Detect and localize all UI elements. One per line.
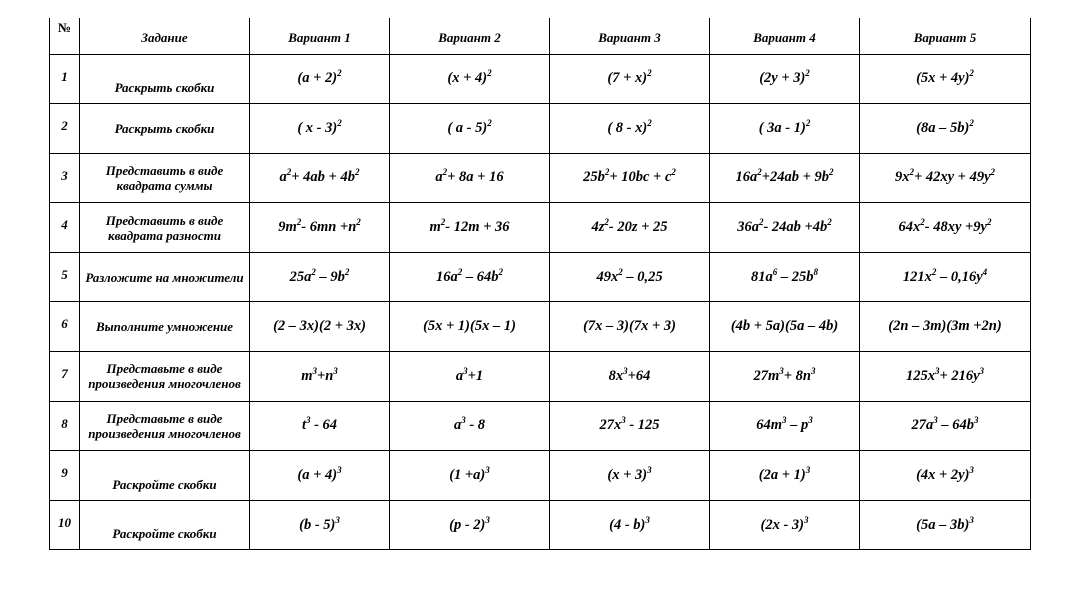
variant-1-expression: (2 – 3x)(2 + 3x) — [250, 302, 390, 352]
header-variant-3: Вариант 3 — [550, 18, 710, 54]
variant-2-expression: $a^3+1$ — [390, 352, 550, 402]
table-row — [50, 153, 1031, 203]
variant-5-expression: $9x^2+ 42xy + 49y^2$ — [860, 153, 1031, 203]
variant-3-expression: (4 - b)$^3$ — [550, 500, 710, 550]
table-row — [50, 203, 1031, 253]
task-description: Раскройте скобки — [80, 500, 250, 550]
variant-3-expression: $27x^3 - 125$ — [550, 401, 710, 451]
variant-2-expression: $16a^2 - 64b^2$ — [390, 252, 550, 302]
variant-2-expression: $m^2-$ 12m + 36 — [390, 203, 550, 253]
variant-3-expression: $(7 + x)^2$ — [550, 54, 710, 104]
header-variant-4: Вариант 4 — [710, 18, 860, 54]
variant-1-expression: $a^2+ 4ab + 4b^2$ — [250, 153, 390, 203]
task-description: Представить в виде квадрата суммы — [80, 153, 250, 203]
variant-1-expression: $(a + 2)^2$ — [250, 54, 390, 104]
variant-5-expression: $125x^3+ 216y^3$ — [860, 352, 1031, 402]
assignment-table — [49, 18, 1031, 550]
variant-2-expression: $a^2+ 8a + 16$ — [390, 153, 550, 203]
variant-4-expression: $(2y + 3)^2$ — [710, 54, 860, 104]
row-number: 1 — [50, 54, 80, 104]
variant-5-expression: (2n – 3m)(3m +2n) — [860, 302, 1031, 352]
variant-4-expression: $81a^6 - 25b^8$ — [710, 252, 860, 302]
header-variant-5: Вариант 5 — [860, 18, 1031, 54]
row-number: 8 — [50, 401, 80, 451]
variant-5-expression: $(4x + 2y)^3$ — [860, 451, 1031, 501]
variant-2-expression: $(x + 4)^2$ — [390, 54, 550, 104]
variant-1-expression: $(a + 4)^3$ — [250, 451, 390, 501]
variant-4-expression: ( 3a - 1)$^2$ — [710, 104, 860, 154]
variant-4-expression: $64m^3 - p^3$ — [710, 401, 860, 451]
row-number: 4 — [50, 203, 80, 253]
variant-2-expression: $(1 +a)^3$ — [390, 451, 550, 501]
row-number: 3 — [50, 153, 80, 203]
table-body — [50, 54, 1031, 550]
row-number: 9 — [50, 451, 80, 501]
row-number: 7 — [50, 352, 80, 402]
variant-1-expression: $t^3 - 64$ — [250, 401, 390, 451]
variant-2-expression: (p - 2)$^3$ — [390, 500, 550, 550]
header-row — [50, 18, 1031, 54]
variant-5-expression: $(5x + 4y)^2$ — [860, 54, 1031, 104]
variant-1-expression: $25a^2 - 9b^2$ — [250, 252, 390, 302]
task-description: Разложите на множители — [80, 252, 250, 302]
table-row — [50, 451, 1031, 501]
variant-2-expression: (5x + 1)(5x – 1) — [390, 302, 550, 352]
variant-5-expression: $121x^2 - 0,16y^4$ — [860, 252, 1031, 302]
variant-4-expression: $36a^2-$ $24ab +4b^2$ — [710, 203, 860, 253]
task-description: Выполните умножение — [80, 302, 250, 352]
row-number: 5 — [50, 252, 80, 302]
variant-4-expression: $27m^3+ 8n^3$ — [710, 352, 860, 402]
variant-3-expression: (7x – 3)(7x + 3) — [550, 302, 710, 352]
row-number: 10 — [50, 500, 80, 550]
variant-1-expression: $9m^2-$ $6mn +n^2$ — [250, 203, 390, 253]
variant-3-expression: $49x^2 - 0,25$ — [550, 252, 710, 302]
table-row — [50, 302, 1031, 352]
variant-2-expression: $a^3 - 8$ — [390, 401, 550, 451]
variant-5-expression: (8a – 5b)$^2$ — [860, 104, 1031, 154]
variant-3-expression: ( 8 - x)$^2$ — [550, 104, 710, 154]
variant-4-expression: $16a^2+24ab + 9b^2$ — [710, 153, 860, 203]
variant-1-expression: ( x - 3)$^2$ — [250, 104, 390, 154]
variant-4-expression: (4b + 5a)(5a – 4b) — [710, 302, 860, 352]
task-description: Представьте в виде произведения многочленов — [80, 352, 250, 402]
table-row — [50, 54, 1031, 104]
task-description: Раскрыть скобки — [80, 54, 250, 104]
variant-4-expression: $(2a + 1)^3$ — [710, 451, 860, 501]
task-description: Раскрыть скобки — [80, 104, 250, 154]
header-variant-1: Вариант 1 — [250, 18, 390, 54]
variant-1-expression: (b - 5)$^3$ — [250, 500, 390, 550]
header-variant-2: Вариант 2 — [390, 18, 550, 54]
table-row — [50, 104, 1031, 154]
variant-5-expression: (5a – 3b)$^3$ — [860, 500, 1031, 550]
table-row — [50, 500, 1031, 550]
header-number: № — [50, 18, 80, 54]
task-description: Раскройте скобки — [80, 451, 250, 501]
table-row — [50, 401, 1031, 451]
task-description: Представьте в виде произведения многочленов — [80, 401, 250, 451]
variant-3-expression: $25b^2+ 10bc + c^2$ — [550, 153, 710, 203]
variant-2-expression: ( a - 5)$^2$ — [390, 104, 550, 154]
variant-3-expression: $8x^3+64$ — [550, 352, 710, 402]
table-row — [50, 352, 1031, 402]
variant-3-expression: $(x + 3)^3$ — [550, 451, 710, 501]
variant-1-expression: $m^3+n^3$ — [250, 352, 390, 402]
table-row — [50, 252, 1031, 302]
task-description: Представить в виде квадрата разности — [80, 203, 250, 253]
variant-5-expression: $64x^2-$ $48xy +9y^2$ — [860, 203, 1031, 253]
header-task: Задание — [80, 18, 250, 54]
variant-4-expression: (2x - 3)$^3$ — [710, 500, 860, 550]
row-number: 2 — [50, 104, 80, 154]
row-number: 6 — [50, 302, 80, 352]
variant-3-expression: $4z^2-$ 20z + 25 — [550, 203, 710, 253]
variant-5-expression: $27a^3 - 64b^3$ — [860, 401, 1031, 451]
